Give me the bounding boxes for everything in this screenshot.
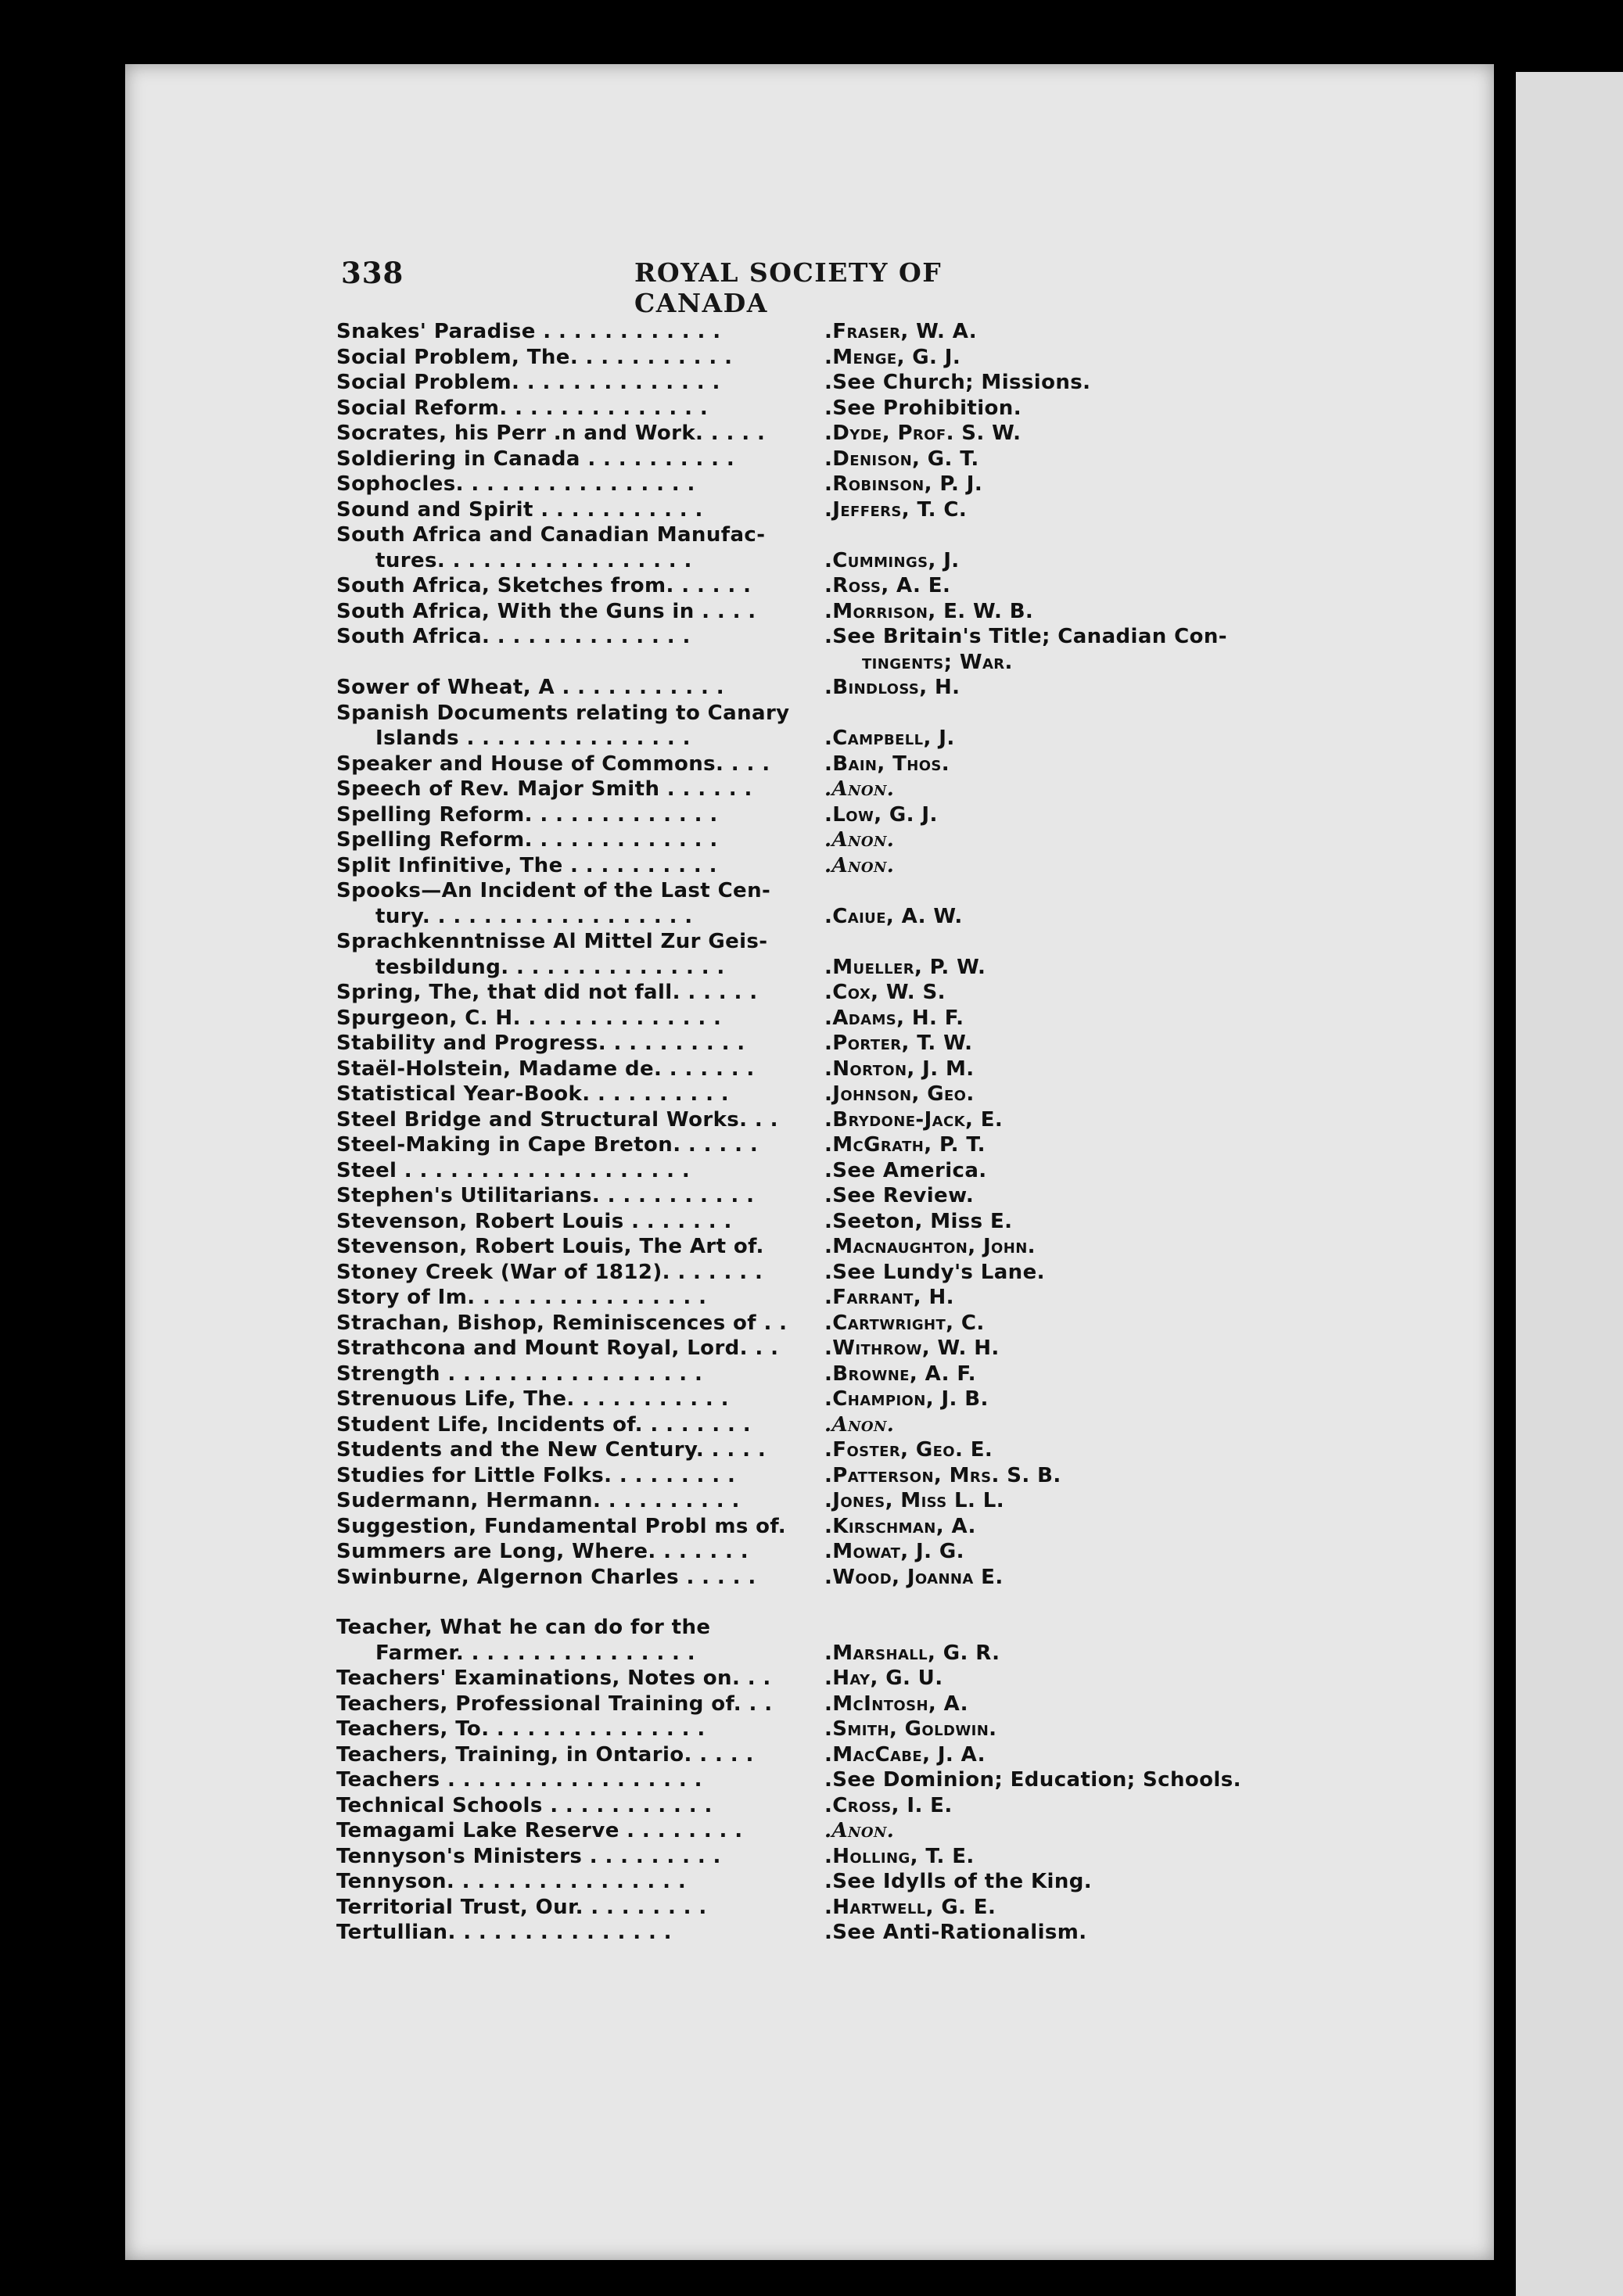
- running-title: ROYAL SOCIETY OF CANADA: [634, 257, 943, 318]
- entry-title: Temagami Lake Reserve . . . . . . . .: [336, 1819, 743, 1842]
- entry-author: .Wood, Joanna E.: [824, 1565, 1004, 1589]
- entry-title: Stoney Creek (War of 1812). . . . . . .: [336, 1260, 763, 1284]
- entry-author: .Marshall, G. R.: [824, 1641, 1000, 1665]
- entry-author: .Robinson, P. J.: [824, 472, 983, 496]
- index-entry: [329, 1666, 1424, 1692]
- entry-title: Teachers, Training, in Ontario. . . . .: [336, 1742, 754, 1767]
- index-entry: [329, 421, 1424, 447]
- entry-author: .Hay, G. U.: [824, 1666, 943, 1690]
- entry-title: Stephen's Utilitarians. . . . . . . . . . .: [336, 1184, 755, 1207]
- index-entry: [329, 1844, 1424, 1870]
- entry-author: .Bain, Thos.: [824, 752, 950, 776]
- index-entry: [329, 1488, 1424, 1514]
- entry-title: Social Problem. . . . . . . . . . . . . .: [336, 371, 720, 394]
- index-entry: [329, 497, 1424, 523]
- entry-title: Teachers, Professional Training of. . .: [336, 1692, 773, 1716]
- index-entry: [329, 853, 1424, 879]
- index-entry: [329, 548, 1424, 574]
- entry-author: .Anon.: [824, 777, 895, 801]
- entry-author: .Farrant, H.: [824, 1286, 954, 1309]
- entry-title: Stability and Progress. . . . . . . . . .: [336, 1031, 745, 1055]
- index-entry: [329, 878, 1424, 904]
- entry-title: Spelling Reform. . . . . . . . . . . . .: [336, 802, 718, 827]
- index-entry: [329, 1463, 1424, 1489]
- index-entry: [329, 1437, 1424, 1463]
- entry-author: .Johnson, Geo.: [824, 1082, 975, 1106]
- entry-title: Farmer. . . . . . . . . . . . . . . .: [375, 1641, 696, 1665]
- entry-title: Spanish Documents relating to Canary: [336, 701, 790, 725]
- index-entry: [329, 802, 1424, 828]
- entry-author: .Fraser, W. A.: [824, 320, 978, 343]
- entry-title: Teachers, To. . . . . . . . . . . . . . .: [336, 1717, 706, 1741]
- entry-author: .Macnaughton, John.: [824, 1235, 1036, 1258]
- index-entry: [329, 522, 1424, 548]
- index-entry: [329, 396, 1424, 422]
- entry-author: .Jeffers, T. C.: [824, 497, 968, 522]
- entry-title: Summers are Long, Where. . . . . . .: [336, 1540, 749, 1563]
- entry-title: Sower of Wheat, A . . . . . . . . . . .: [336, 676, 725, 699]
- entry-title: South Africa, With the Guns in . . . .: [336, 599, 756, 623]
- index-entry: [329, 1615, 1424, 1641]
- index-entry: [329, 1767, 1424, 1793]
- entry-author: .Morrison, E. W. B.: [824, 599, 1034, 623]
- index-entry: [329, 777, 1424, 802]
- index-entry: [329, 1209, 1424, 1235]
- index-entry: [329, 472, 1424, 497]
- index-entry: [329, 370, 1424, 396]
- entry-author: .Dyde, Prof. S. W.: [824, 422, 1022, 445]
- entry-cross-reference: .See Anti-Rationalism.: [824, 1921, 1087, 1944]
- entry-author: .Smith, Goldwin.: [824, 1717, 997, 1741]
- entry-title: Steel Bridge and Structural Works. . .: [336, 1107, 778, 1132]
- entry-cross-reference: .See Lundy's Lane.: [824, 1260, 1045, 1284]
- page-header: [341, 256, 1061, 318]
- index-list: [329, 319, 1424, 1946]
- entry-author: .McIntosh, A.: [824, 1692, 968, 1716]
- index-entry: [329, 1895, 1424, 1921]
- entry-title: Speaker and House of Commons. . . .: [336, 752, 770, 776]
- entry-author: .McGrath, P. T.: [824, 1133, 986, 1157]
- entry-title: Stevenson, Robert Louis . . . . . . .: [336, 1209, 732, 1233]
- entry-title: South Africa, Sketches from. . . . . .: [336, 574, 752, 597]
- entry-title: Story of Im. . . . . . . . . . . . . . . .: [336, 1286, 707, 1309]
- index-entry: [329, 1311, 1424, 1336]
- entry-title: Strathcona and Mount Royal, Lord. . .: [336, 1336, 779, 1360]
- index-entry: [329, 1336, 1424, 1361]
- entry-author: .Cox, W. S.: [824, 981, 946, 1004]
- entry-title: Social Problem, The. . . . . . . . . . .: [336, 345, 733, 369]
- entry-title: Tertullian. . . . . . . . . . . . . . .: [336, 1921, 672, 1944]
- entry-title: Tennyson. . . . . . . . . . . . . . . .: [336, 1870, 687, 1893]
- entry-title: Spring, The, that did not fall. . . . . .: [336, 981, 758, 1004]
- index-entry: [329, 599, 1424, 625]
- index-entry: [329, 1793, 1424, 1819]
- index-entry: [329, 980, 1424, 1006]
- index-entry: [329, 1234, 1424, 1260]
- entry-title: Speech of Rev. Major Smith . . . . . .: [336, 777, 752, 801]
- entry-title: Social Reform. . . . . . . . . . . . . .: [336, 396, 709, 420]
- entry-author: .Champion, J. B.: [824, 1387, 989, 1411]
- adjacent-page-edge: [1516, 72, 1623, 2296]
- entry-title: Students and the New Century. . . . .: [336, 1438, 767, 1462]
- entry-title: Spooks—An Incident of the Last Cen-: [336, 879, 771, 902]
- entry-author: .Cross, I. E.: [824, 1793, 953, 1817]
- entry-title: Territorial Trust, Our. . . . . . . . .: [336, 1895, 707, 1919]
- entry-title: Sudermann, Hermann. . . . . . . . . .: [336, 1489, 740, 1512]
- index-entry: [329, 1361, 1424, 1387]
- entry-title: Split Infinitive, The . . . . . . . . . .: [336, 853, 717, 877]
- entry-title: Snakes' Paradise . . . . . . . . . . . .: [336, 320, 721, 343]
- index-entry: [329, 827, 1424, 853]
- index-entry: [329, 1514, 1424, 1540]
- entry-title: Staël-Holstein, Madame de. . . . . . .: [336, 1057, 755, 1081]
- entry-author: .Anon.: [824, 853, 895, 877]
- entry-title: Soldiering in Canada . . . . . . . . . .: [336, 447, 735, 471]
- index-entry: [329, 345, 1424, 371]
- entry-author: .Anon.: [824, 828, 895, 852]
- index-entry: [329, 701, 1424, 726]
- entry-title: Spurgeon, C. H. . . . . . . . . . . . . .: [336, 1006, 722, 1030]
- entry-author: .Norton, J. M.: [824, 1057, 975, 1081]
- index-entry: [329, 1132, 1424, 1158]
- entry-author: tingents; War.: [862, 650, 1013, 674]
- index-entry: [329, 319, 1424, 345]
- index-entry: [329, 1285, 1424, 1311]
- entry-title: Strachan, Bishop, Reminiscences of . .: [336, 1311, 788, 1335]
- entry-title: Technical Schools . . . . . . . . . . .: [336, 1793, 713, 1817]
- index-entry: [329, 650, 1424, 676]
- entry-author: .Campbell, J.: [824, 726, 955, 750]
- entry-title: tury. . . . . . . . . . . . . . . . . .: [375, 904, 693, 928]
- entry-cross-reference: .See Prohibition.: [824, 396, 1022, 420]
- entry-cross-reference: .See Review.: [824, 1184, 975, 1207]
- index-entry: [329, 1260, 1424, 1286]
- entry-cross-reference: .Seeton, Miss E.: [824, 1209, 1013, 1233]
- entry-author: .Jones, Miss L. L.: [824, 1489, 1004, 1512]
- index-entry: [329, 1641, 1424, 1666]
- entry-title: Steel-Making in Cape Breton. . . . . .: [336, 1133, 759, 1157]
- entry-author: .Ross, A. E.: [824, 574, 951, 597]
- entry-title: South Africa. . . . . . . . . . . . . .: [336, 625, 691, 648]
- index-entry: [329, 1158, 1424, 1184]
- entry-title: Steel . . . . . . . . . . . . . . . . . . .: [336, 1158, 691, 1182]
- index-entry: [329, 1742, 1424, 1768]
- entry-title: Swinburne, Algernon Charles . . . . .: [336, 1565, 756, 1589]
- index-entry: [329, 1920, 1424, 1946]
- entry-title: Tennyson's Ministers . . . . . . . . .: [336, 1844, 721, 1868]
- entry-title: Teachers . . . . . . . . . . . . . . . . .: [336, 1768, 702, 1792]
- index-entry: [329, 1692, 1424, 1717]
- index-entry: [329, 929, 1424, 955]
- entry-author: .MacCabe, J. A.: [824, 1742, 986, 1767]
- entry-title: Sophocles. . . . . . . . . . . . . . . .: [336, 472, 695, 496]
- entry-author: .Anon.: [824, 1819, 895, 1842]
- entry-author: .Cartwright, C.: [824, 1311, 985, 1335]
- entry-title: Strenuous Life, The. . . . . . . . . . .: [336, 1387, 729, 1411]
- entry-title: Spelling Reform. . . . . . . . . . . . .: [336, 828, 718, 852]
- index-entry: [329, 573, 1424, 599]
- index-entry: [329, 1539, 1424, 1565]
- index-entry: [329, 726, 1424, 752]
- entry-cross-reference: .See America.: [824, 1158, 987, 1182]
- index-entry: [329, 1869, 1424, 1895]
- entry-author: .Browne, A. F.: [824, 1361, 976, 1386]
- index-entry: [329, 1006, 1424, 1031]
- index-entry: [329, 1717, 1424, 1742]
- entry-author: .Withrow, W. H.: [824, 1336, 1000, 1360]
- index-entry: [329, 955, 1424, 981]
- index-entry: [329, 675, 1424, 701]
- entry-author: .Bindloss, H.: [824, 676, 961, 699]
- entry-author: .Kirschman, A.: [824, 1514, 976, 1538]
- index-entry: [329, 752, 1424, 777]
- entry-title: tures. . . . . . . . . . . . . . . . .: [375, 548, 692, 572]
- index-entry: [329, 624, 1424, 650]
- entry-author: .Patterson, Mrs. S. B.: [824, 1463, 1061, 1487]
- entry-cross-reference: .See Britain's Title; Canadian Con-: [824, 625, 1227, 648]
- page-number: 338: [341, 256, 404, 290]
- entry-cross-reference: .See Idylls of the King.: [824, 1870, 1093, 1893]
- entry-author: .Adams, H. F.: [824, 1006, 964, 1030]
- entry-title: South Africa and Canadian Manufac-: [336, 523, 766, 547]
- entry-author: .Foster, Geo. E.: [824, 1438, 993, 1462]
- entry-author: .Mowat, J. G.: [824, 1540, 964, 1563]
- entry-title: Student Life, Incidents of. . . . . . . .: [336, 1412, 752, 1437]
- entry-title: Teachers' Examinations, Notes on. . .: [336, 1666, 771, 1690]
- index-entry: [329, 904, 1424, 930]
- entry-title: Sprachkenntnisse Al Mittel Zur Geis-: [336, 930, 768, 953]
- entry-author: .Anon.: [824, 1412, 895, 1437]
- entry-cross-reference: .See Church; Missions.: [824, 371, 1091, 394]
- index-entry: [329, 1412, 1424, 1438]
- entry-author: .Holling, T. E.: [824, 1844, 975, 1868]
- entry-title: Stevenson, Robert Louis, The Art of.: [336, 1235, 764, 1258]
- index-entry: [329, 1082, 1424, 1107]
- index-entry: [329, 1387, 1424, 1412]
- index-entry: [329, 1031, 1424, 1057]
- entry-author: .Brydone-Jack, E.: [824, 1107, 1004, 1132]
- entry-title: Socrates, his Perr .n and Work. . . . .: [336, 422, 766, 445]
- entry-author: .Low, G. J.: [824, 802, 938, 827]
- index-entry: [329, 1107, 1424, 1133]
- entry-title: Studies for Little Folks. . . . . . . . .: [336, 1463, 736, 1487]
- index-entry: [329, 1183, 1424, 1209]
- entry-title: Strength . . . . . . . . . . . . . . . . .: [336, 1361, 703, 1386]
- entry-cross-reference: .See Dominion; Education; Schools.: [824, 1768, 1241, 1792]
- entry-author: .Porter, T. W.: [824, 1031, 973, 1055]
- entry-title: Teacher, What he can do for the: [336, 1616, 711, 1639]
- entry-author: .Mueller, P. W.: [824, 955, 986, 979]
- index-entry: [329, 1565, 1424, 1591]
- entry-author: .Hartwell, G. E.: [824, 1895, 996, 1919]
- entry-title: Islands . . . . . . . . . . . . . . .: [375, 726, 691, 750]
- entry-author: .Caiue, A. W.: [824, 904, 963, 928]
- index-entry: [329, 1818, 1424, 1844]
- entry-author: .Denison, G. T.: [824, 447, 979, 471]
- entry-title: tesbildung. . . . . . . . . . . . . . .: [375, 955, 725, 979]
- index-entry: [329, 447, 1424, 472]
- entry-title: Sound and Spirit . . . . . . . . . . .: [336, 497, 703, 522]
- entry-title: Statistical Year-Book. . . . . . . . . .: [336, 1082, 730, 1106]
- entry-title: Suggestion, Fundamental Probl ms of.: [336, 1514, 786, 1538]
- index-entry: [329, 1057, 1424, 1082]
- entry-author: .Cummings, J.: [824, 548, 960, 572]
- entry-author: .Menge, G. J.: [824, 345, 961, 369]
